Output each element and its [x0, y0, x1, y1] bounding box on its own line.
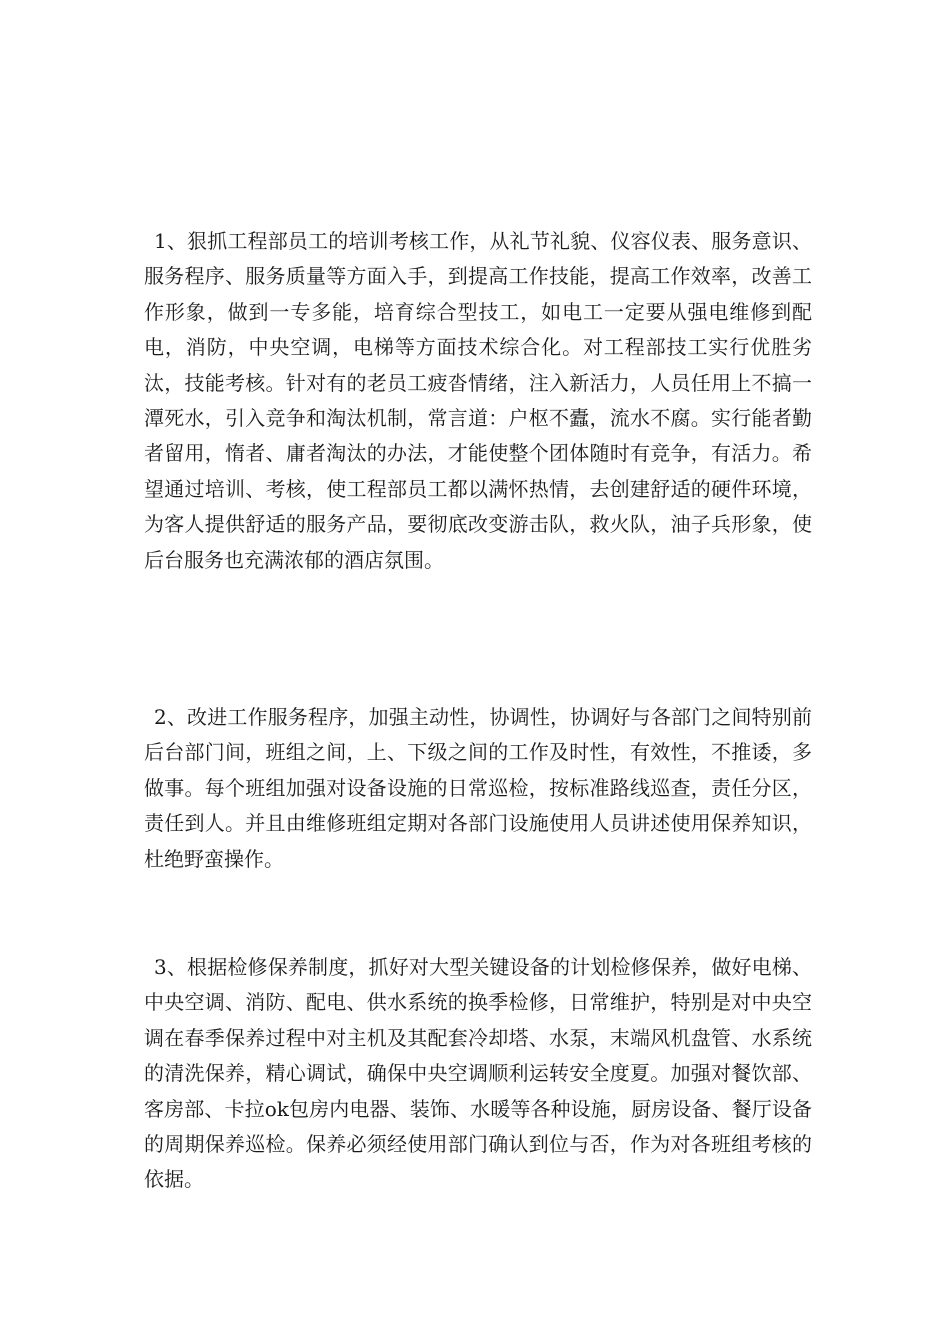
paragraph-1: 1、狠抓工程部员工的培训考核工作，从礼节礼貌、仪容仪表、服务意识、服务程序、服务质量等方面入手，到提高工作技能，提高工作效率，改善工作形象，做到一专多能，培育综合型技工，如电工一定要从强电维修到配电，消防，中央空调，电梯等方面技术综合化。对工程部技工实行优胜劣汰，技能考核。针对有的老员工疲沓情绪，注入新活力，人员任用上不搞一潭死水，引入竞争和淘汰机制，常言道：户枢不蠹，流水不腐。实行能者勤者留用，惰者、庸者淘汰的办法，才能使整个团体随时有竞争，有活力。希望通过培训、考核，使工程部员工都以满怀热情，去创建舒适的硬件环境，为客人提供舒适的服务产品，要彻底改变游击队，救火队，油子兵形象，使后台服务也充满浓郁的酒店氛围。 — [144, 229, 812, 572]
paragraph-2: 2、改进工作服务程序，加强主动性，协调性，协调好与各部门之间特别前后台部门间，班组之间，上、下级之间的工作及时性，有效性，不推诿，多做事。每个班组加强对设备设施的日常巡检，按标准路线巡查，责任分区，责任到人。并且由维修班组定期对各部门设施使用人员讲述使用保养知识，杜绝野蛮操作。 — [144, 705, 812, 871]
paragraph-3: 3、根据检修保养制度，抓好对大型关键设备的计划检修保养，做好电梯、中央空调、消防、配电、供水系统的换季检修，日常维护，特别是对中央空调在春季保养过程中对主机及其配套冷却塔、水泵，末端风机盘管、水系统的清洗保养，精心调试，确保中央空调顺利运转安全度夏。加强对餐饮部、客房部、卡拉ok包房内电器、装饰、水暖等各种设施，厨房设备、餐厅设备的周期保养巡检。保养必须经使用部门确认到位与否，作为对各班组考核的依据。 — [144, 955, 812, 1192]
